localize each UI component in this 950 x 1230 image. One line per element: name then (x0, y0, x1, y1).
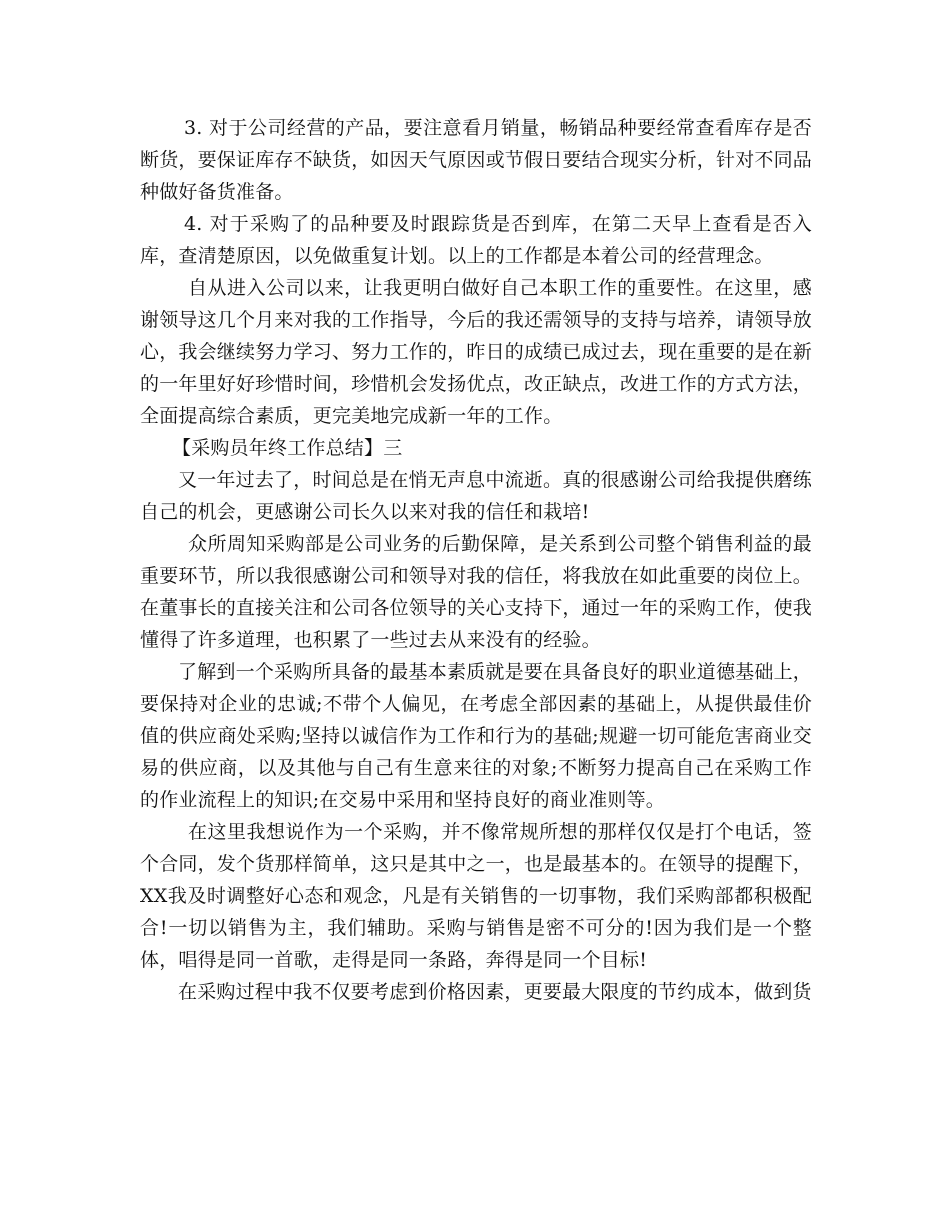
paragraph-basic-qualities: 了解到一个采购所具备的最基本素质就是要在具备良好的职业道德基础上，要保持对企业的忠诚;不带个人偏见，在考虑全部因素的基础上，从提供最佳价值的供应商处采购;坚持以诚信作为工作和行为的基础;规避一切可能危害商业交易的供应商，以及其他与自己有生意来往的对象;不断努力提高自己在采购工作的作业流程上的知识;在交易中采用和坚持良好的商业准则等。 (140, 661, 812, 811)
paragraph-more-than-phone-calls: 在这里我想说作为一个采购，并不像常规所想的那样仅仅是打个电话，签个合同，发个货那样简单，这只是其中之一，也是最基本的。在领导的提醒下，XX我及时调整好心态和观念，凡是有关销售的一切事物，我们采购部都积极配合!一切以销售为主，我们辅助。采购与销售是密不可分的!因为我们是一个整体，唱得是同一首歌，走得是同一条路，奔得是同一个目标! (140, 821, 813, 971)
document-body (140, 112, 812, 1008)
paragraph-purchasing-department: 众所周知采购部是公司业务的后勤保障，是关系到公司整个销售利益的最重要环节，所以我很感谢公司和领导对我的信任，将我放在如此重要的岗位上。在董事长的直接关注和公司各位领导的关心支持下，通过一年的采购工作，使我懂得了许多道理，也积累了一些过去从来没有的经验。 (140, 533, 813, 651)
paragraph-year-passed: 又一年过去了，时间总是在悄无声息中流逝。真的很感谢公司给我提供磨练自己的机会，更感谢公司长久以来对我的信任和栽培! (140, 469, 812, 523)
paragraph-item-3: 3. 对于公司经营的产品，要注意看月销量，畅销品种要经常查看库存是否断货，要保证库存不缺货，如因天气原因或节假日要结合现实分析，针对不同品种做好备货准备。 (140, 117, 813, 203)
paragraph-joining-company: 自从进入公司以来，让我更明白做好自己本职工作的重要性。在这里，感谢领导这几个月来对我的工作指导，今后的我还需领导的支持与培养，请领导放心，我会继续努力学习、努力工作的，昨日的成绩已成过去，现在重要的是在新的一年里好好珍惜时间，珍惜机会发扬优点，改正缺点，改进工作的方式方法，全面提高综合素质，更完美地完成新一年的工作。 (140, 277, 813, 427)
section-heading: 【采购员年终工作总结】三 (172, 437, 403, 459)
paragraph-cost-saving: 在采购过程中我不仅要考虑到价格因素，更要最大限度的节约成本，做到货 (178, 981, 812, 1003)
paragraph-item-4: 4. 对于采购了的品种要及时跟踪货是否到库，在第二天早上查看是否入库，查清楚原因，以免做重复计划。以上的工作都是本着公司的经营理念。 (140, 213, 812, 267)
